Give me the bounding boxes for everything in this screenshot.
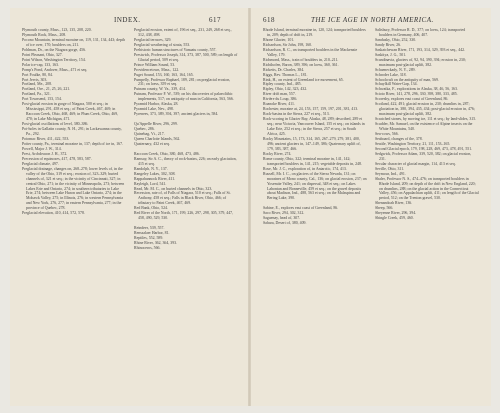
index-entry: Prehistoric human structures of Vanuatu county, 557.: [134, 47, 217, 52]
index-entry: Preglacial weathering of strata, 553.: [134, 42, 191, 47]
index-entry: Providencetown, Mass., 122.: [134, 67, 180, 72]
index-entry: Scotland, 422, 491; glacial erosion in, 230; drumlins in, 287; glaciation in, 380, 394, 435, 434; post-glacial erosion in, 476; maximum post-glacial uplift, 382.: [375, 102, 475, 117]
index-entry: Renssalaer Harbor, 81.: [134, 231, 170, 236]
index-entry: Pyramid Harbor, Alaska, 28.: [134, 102, 179, 107]
index-entry: Rocky River, 274.: [263, 151, 292, 156]
index-entry: Rock-basins in the Sierra, 227 et seq., 513.: [263, 112, 330, 117]
index-entry: Scratched stones, by moving ice, 111 et seq.; by land-slides, 315.: [375, 117, 477, 122]
index-entry: Rhine River, 362, 364, 393.: [134, 240, 178, 245]
index-entry: Preglacial climate, 497.: [22, 161, 59, 166]
index-entry: Saguenay, head of, 307.: [263, 216, 301, 221]
index-entry: Shingle Creek, 459, 460.: [375, 216, 414, 221]
index-entry: Sahara, Desert of, 380, 409.: [263, 221, 307, 226]
index-entry: Rome county, Ohio, 322; terminal moraine in, 141, 142; transported boulders in, 141, 215; vegetable deposits in, 248.: [263, 156, 362, 166]
index-entry: Puget Sound, 153, 160, 163, 164, 165.: [134, 72, 194, 77]
index-entry: Saskitya, J. G., 501.: [375, 52, 407, 57]
index-entry: Plymouth county, Mass., 123, 135, 208, 220.: [22, 28, 92, 32]
right-page-title: THE ICE AGE IN NORTH AMERICA.: [311, 16, 434, 24]
index-entry: Prest, Archdeacon J. H., 372.: [22, 151, 68, 156]
index-entry: Seville, Ohio, 311.: [375, 166, 405, 171]
index-entry: Roanoke River, 411.: [263, 102, 295, 107]
index-entry: Portland, Pa., 321.: [22, 92, 51, 97]
index-entry: Randolph, N. Y., 137.: [134, 166, 168, 171]
index-entry: Read, Mr. M. C., on buried channels in Ohio, 323.: [134, 186, 213, 191]
index-entry: Preglacial terraces, 329.: [134, 37, 172, 42]
index-entry: Rhode Island, terminal moraine in, 120, 124; transported boulders in, 209; depth of drift in, 219.: [263, 28, 366, 37]
index-entry: Portland, Ore., 21, 25, 26, 221.: [22, 87, 71, 92]
index-entry: Rhinoceros, 566.: [134, 245, 161, 250]
right-page-column-1: [263, 28, 367, 226]
index-entry: Schaeneckady, N. Y., 289.: [375, 67, 416, 72]
index-entry: Richardson, R. C., on transported boulders in the Mackenzie Valley, 179.: [263, 47, 358, 57]
index-entry: Prince William Sound, 53.: [134, 62, 176, 67]
index-entry: Rangeley Lakes, 302, 308.: [134, 171, 176, 176]
index-entry: Post-glacial oscillations of level, 380–386.: [22, 122, 89, 127]
index-entry: Rock-scoring in Glacier Bay, Alaska, 48, 289; described, 289 et seq.; near Victoria, Vancouver Island, 155 et seq.; on islands in Lake Erie, 252 et seq.; in the Sierra, 257 et seq.; in South Africa, 425.: [263, 117, 365, 137]
right-page-column-2: [375, 28, 479, 221]
index-entry: Putnam county, W. Va., 339, 414.: [134, 87, 186, 92]
index-entry: Secular character of glacial margin, 114, 413 et seq.: [375, 161, 456, 166]
index-entry: Precession of equinoxes, 417, 478, 583, 587.: [22, 156, 92, 161]
index-entry: Potter county, Pa., terminal moraine in, 137; depth of ice in, 167.: [22, 141, 123, 146]
index-entry: Sandy River, 26.: [375, 42, 401, 47]
left-page-number: 617: [209, 16, 221, 24]
right-page: [250, 8, 491, 406]
index-entry: Port Foulke, 80, 84.: [22, 72, 53, 77]
index-entry: Red Bank, Ohio, 524.: [134, 206, 168, 211]
index-entry: Richmond, Mass., train of boulders in, 210–211.: [263, 57, 339, 62]
index-entry: Rink, H., on extent of Greenland ice movement, 65.: [263, 77, 344, 82]
index-entry: Preglacial erosion, extent of, 196 et seq., 231, 249, 268 et seq., 312, 438, 498.: [134, 28, 232, 37]
index-entry: Rayleigh, Lord, 541.: [134, 181, 167, 186]
index-entry: Richthofen, Baron, 389, 396; on loess, 360, 361.: [263, 62, 339, 67]
right-page-number: 618: [263, 16, 275, 24]
index-entry: Ripley county, Ind., 485.: [263, 82, 302, 87]
index-entry: Preglacial elevation, 410, 414, 572, 578.: [22, 211, 85, 216]
left-page: [10, 8, 250, 406]
index-entry: Salisbury, Professor R. D., 377; on loess, 124; transported boulders in Germany, 406, 407.: [375, 28, 466, 37]
index-entry: Queen Charlotte Islands, 562.: [134, 136, 181, 141]
index-entry: Rochester, moraine at, 24, 153, 157, 159, 197, 201, 381, 413.: [263, 107, 359, 112]
index-entry: Rocky Mountains, 15, 173, 314, 165, 267–279, 279, 381, 400, 496; ancient glaciers in, 147–149, 386; Quaternary uplift of, 179, 383, 387, 466.: [263, 136, 361, 151]
index-entry: Scoresby, explores east coast of Greenland, 86.: [375, 97, 449, 102]
index-entry: Quinebag, Vt., 217.: [134, 132, 165, 137]
index-entry: Polar ice-cap, 133, 163.: [22, 62, 59, 67]
index-entry: Shenandoah River, 136.: [375, 201, 413, 206]
index-entry: Seattle, Washington Territory, 21, 111, 153–165.: [375, 141, 451, 146]
index-entry: Seymour, Ind., 491.: [375, 171, 406, 176]
index-entry: Rivière du Loup, 386.: [263, 97, 298, 102]
index-entry: Sedgwick, Professor Adam, 339, 520, 382; on glacial erosion, 231.: [375, 151, 472, 161]
index-entry: Potomac River, 411, 422, 553.: [22, 136, 70, 141]
index-entry: Ripley, Ohio, 142, 323, 432.: [263, 87, 308, 92]
index-entry: Rose, Mr. J. C., exploration of, in Antarctic, 174, 413.: [263, 166, 347, 171]
left-page-column-1: [22, 28, 126, 216]
index-entry: Sheep, 566.: [375, 206, 394, 211]
index-entry: Red River of the North, 171, 199, 226, 297, 298, 305, 379, 447, 458, 490, 529, 530.: [134, 211, 234, 221]
index-entry: Ramsay, Sir A. C., theory of rock-basins, 226; on early glaciation, 415 et seq.: [134, 156, 237, 166]
index-entry: Second Glacial epoch, 179, 198, 228, 469, 473, 478, 491, 551.: [375, 146, 473, 151]
index-entry: Recession, rate of, of Falls of Niagara, 510 et seq.; Falls of St. Anthony, 458 et seq.; Falls in Black River, Ohio, 466; of tributary to Paint Creek, 467, 469.: [134, 191, 231, 206]
index-entry: Ricketts, Dr. Charles, 384.: [263, 67, 305, 72]
index-entry: Scandinavia, glaciers of, 92, 94, 390, 394; erosion in, 230; maximum post-glacial uplift, 382.: [375, 57, 466, 67]
index-entry: Portland, Me., 208.: [22, 82, 53, 87]
index-entry: Sandusky, Ohio, 252, 330.: [375, 37, 417, 42]
index-entry: Saskatchewan River, 171, 193, 314, 329, 393 et seq., 442.: [375, 47, 466, 52]
index-entry: Prestwich, Professor Joseph, 314, 373, 387, 500, 589; on length of Glacial period, 509 et seq.: [134, 52, 238, 62]
left-page-title: INDEX.: [114, 16, 141, 24]
index-entry: Pot-holes in Gallatin county, N. H., 291; in Lackawanna county, Pa., 292.: [22, 127, 122, 137]
index-entry: Richardson, Sir John, 198, 160.: [263, 42, 313, 47]
index-entry: Rappahannock River, 411.: [134, 176, 176, 181]
index-entry: Sabine, E., explores east coast of Greenland, 86.: [263, 206, 339, 211]
index-entry: Powell, Major J. W., 314.: [22, 146, 62, 151]
index-entry: River drift man, 557.: [263, 92, 296, 97]
index-entry: Post-glacial erosion in gorge of Niagara, 500 et seq.; in Mississippi, 291, 458 et seq.; of Paint Creek, 467, 469; in Raccoon Creek, Ohio, 468, 469; in Plum Creek, Ohio, 469, 470; in Lake Michigan, 471.: [22, 102, 119, 122]
index-entry: Pocono Mountain, terminal moraine on, 119, 131, 134, 443; depth of ice over, 170; boulders on, 211.: [22, 37, 125, 47]
index-entry: Pohlman, Dr., on the Niagara gorge, 456.: [22, 47, 87, 52]
index-entry: Pumpelly, Professor Raphael, 189, 281; on preglacial erosion, 231; on loess, 359 et seq.: [134, 77, 231, 87]
index-entry: Schoolcraft on the antiquity of man, 569.: [375, 77, 439, 82]
index-entry: Quaternary, 432 et seq.: [134, 141, 170, 146]
index-entry: Reindeer, 539, 557.: [134, 226, 165, 231]
index-entry: Schuylkill Water-Gap, 134.: [375, 82, 418, 87]
index-entry: Qu'Appelle River, 296, 299.: [134, 122, 178, 127]
index-entry: Saco River, 294, 302, 312.: [263, 211, 305, 216]
book-spread: [10, 8, 490, 406]
index-entry: Scudder, Mr. Samuel, on the existence of Alpine insects on the White Mountains, 540.: [375, 122, 473, 132]
index-entry: Pomp's Pond, Andover, Mass., 471 et seq.: [22, 67, 88, 72]
index-entry: Scioto River, 141, 278, 296, 330, 398, 380, 333, 485.: [375, 92, 458, 97]
index-entry: Riggs, Rev. Thomas L., 181.: [263, 72, 308, 77]
index-entry: Russell, Mr. I. C., on glaciers of the Sierra Nevada, 131; on moraines of Mono county, Cal., 136; on glacial erosion, 237; on Yosemite Valley, 241; on dispersal, 348 et seq.; on Lakes Lahontan and Bonneville, 459 et seq.; on the gravel deposits about Madison, Ind., 488, 563 et seq.; on the Malaspina and Bering Lake, 390.: [263, 171, 367, 201]
index-entry: Putnam, Professor F. W., 539; on his discoveries of palaeolithic implements, 517; on antiquity of man in California, 563, 566.: [134, 92, 234, 102]
left-page-column-2: [134, 28, 238, 251]
index-entry: Quebec, 286.: [134, 127, 155, 132]
index-entry: Preglacial drainage, changes on, 268–278; lower levels of, in the valley of the Ohio, 319 et seq.; erosion of, 323–329; buried channels of, 321 et seq.; in the vicinity of Cincinnati, 327; in central Ohio, 271; in the vicinity of Minneapolis, 273; between Lakes Erie and Ontario, 274; in southern tributaries to Lake Erie, 274; between Lake Huron and Lake Ontario, 274; in the Mohawk Valley, 275; in Illinois, 276; in western Pennsylvania and New York, 276, 277; in eastern Pennsylvania, 277; in the province of Quebec, 278.: [22, 166, 125, 211]
index-entry: Shaler, Professor N. S., 474–476; on transported boulders in Rhode Island, 209; on depth of the drift in New England, 220; on drumlins, 288; on the glacial action in the Connecticut Valley, 456; on Appalachian uplift, 411; on length of the Glacial period, 512; on the Trenton gravel, 530.: [375, 176, 479, 201]
index-entry: Plymouth Rock, Mass., 208.: [22, 32, 67, 37]
index-entry: Schroder Lake, 318.: [375, 72, 407, 77]
index-entry: Rhone Glacier, 101.: [263, 37, 295, 42]
index-entry: Point Wilson, Washington Territory, 154.: [22, 57, 86, 62]
index-entry: Sea-cows, 566.: [375, 132, 399, 137]
index-entry: Point Pleasant, Ohio, 327.: [22, 52, 63, 57]
index-entry: Raccoon Creek, Ohio, 380, 468, 473, 486.: [134, 151, 200, 156]
index-entry: Pyrenees, 373, 389, 394, 397; ancient glaciers in, 584.: [134, 112, 219, 117]
index-entry: Port Jervis, 303.: [22, 77, 48, 82]
index-entry: Schwatka, F., explorations in Alaska, 38, 46, 56, 163.: [375, 87, 458, 92]
index-entry: Port Townsend, 153, 154.: [22, 97, 62, 102]
index-entry: Reptiles, 552, 589.: [134, 236, 164, 241]
index-entry: Pyramid Lake, Nev., 498.: [134, 107, 174, 112]
index-entry: Sheyenne River, 296, 394.: [375, 211, 417, 216]
index-entry: Seaboard, changes of the, 378.: [375, 136, 423, 141]
